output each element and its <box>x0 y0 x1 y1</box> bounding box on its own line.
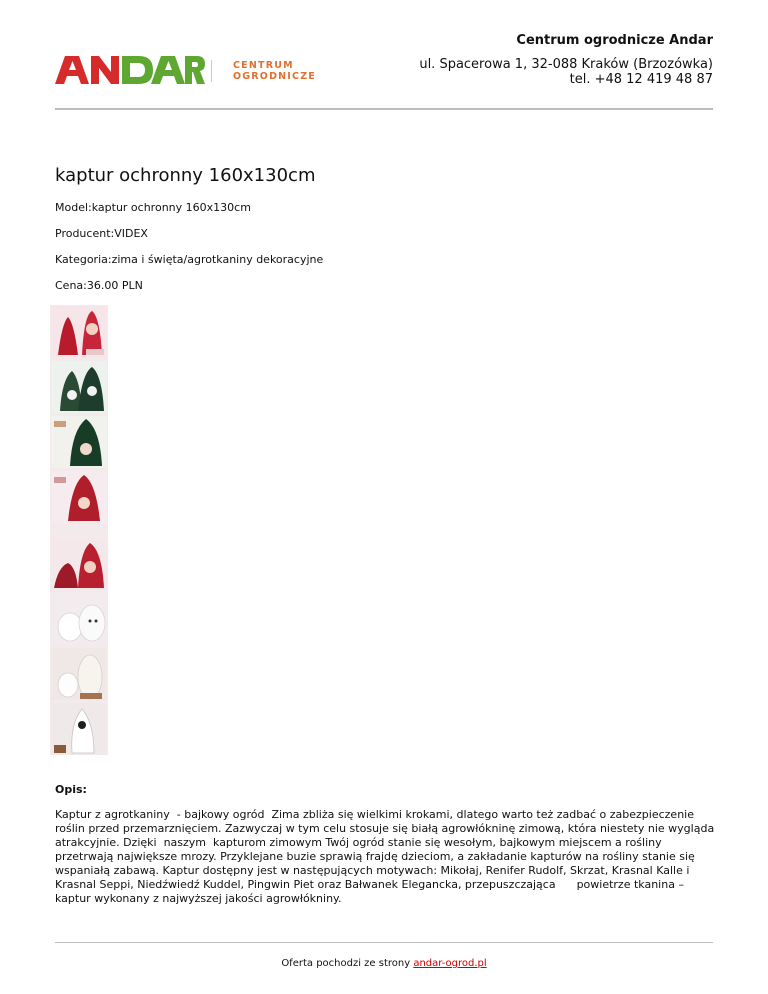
image-panel-renifer <box>51 361 107 413</box>
logo-letter-d <box>122 56 153 84</box>
header-divider <box>55 108 713 110</box>
footer-divider <box>55 942 713 943</box>
description-heading: Opis: <box>55 783 87 796</box>
andar-logo-graphic <box>55 54 205 88</box>
product-producer: Producent:VIDEX <box>55 227 148 240</box>
image-panel-niedzwiedz <box>51 593 107 645</box>
product-model: Model:kaptur ochronny 160x130cm <box>55 201 251 214</box>
phone-line: tel. +48 12 419 48 87 <box>569 72 713 87</box>
logo-letter-a <box>55 56 89 84</box>
logo-subtitle-line2: OGRODNICZE <box>233 71 316 82</box>
footer-prefix: Oferta pochodzi ze strony <box>281 958 414 969</box>
logo-separator <box>211 60 212 82</box>
product-image <box>50 305 108 755</box>
description-text: Kaptur z agrotkaniny - bajkowy ogród Zima zbliża się wielkimi krokami, dlatego warto też zadbać o zabezpieczenie roślin przed przemarznięciem. Zazwyczaj w tym celu stosuje się białą agrowłókninę zimową, która niestety nie wygląda atrakcyjnie. Dzięki naszym kapturom zimowym Twój ogród stanie się wesołym, bajkowym miejscem a rośliny przetrwają największe mrozy. Przyklejane buzie sprawią frajdę dzieciom, a zakładanie kapturów na rośliny stanie się wspaniałą zabawą. Kaptur dostępny jest w następujących motywach: Mikołaj, Renifer Rudolf, Skrzat, Krasnal Kalle i Krasnal Seppi, Niedźwiedź Kuddel, Pingwin Piet oraz Bałwanek Elegancka, przepuszczająca powietrze tkanina – kaptur wykonany z najwyższej jakości agrowłókniny. <box>55 808 718 905</box>
header-company: Centrum ogrodnicze Andar <box>516 33 713 48</box>
header-address <box>419 57 713 87</box>
product-title: kaptur ochronny 160x130cm <box>55 165 316 186</box>
image-panel-balwanek <box>51 703 107 755</box>
address-line: ul. Spacerowa 1, 32-088 Kraków (Brzozówka) <box>419 57 713 72</box>
product-category: Kategoria:zima i święta/agrotkaniny dekoracyjne <box>55 253 324 266</box>
image-panel-krasnal-kalle <box>51 471 107 523</box>
image-panel-mikolaj <box>51 306 107 358</box>
logo-andar <box>55 54 315 88</box>
logo-letter-r <box>185 56 205 84</box>
image-panel-krasnal-seppi <box>51 538 107 590</box>
logo-letter-n <box>91 56 119 84</box>
logo-letter-a2 <box>151 56 185 84</box>
image-panel-skrzat <box>51 416 107 468</box>
footer <box>0 958 768 969</box>
footer-link[interactable]: andar-ogrod.pl <box>413 958 487 969</box>
logo-subtitle <box>233 60 316 82</box>
product-price: Cena:36.00 PLN <box>55 279 143 292</box>
image-panel-pingwin <box>51 648 107 700</box>
logo-subtitle-line1: CENTRUM <box>233 60 294 71</box>
